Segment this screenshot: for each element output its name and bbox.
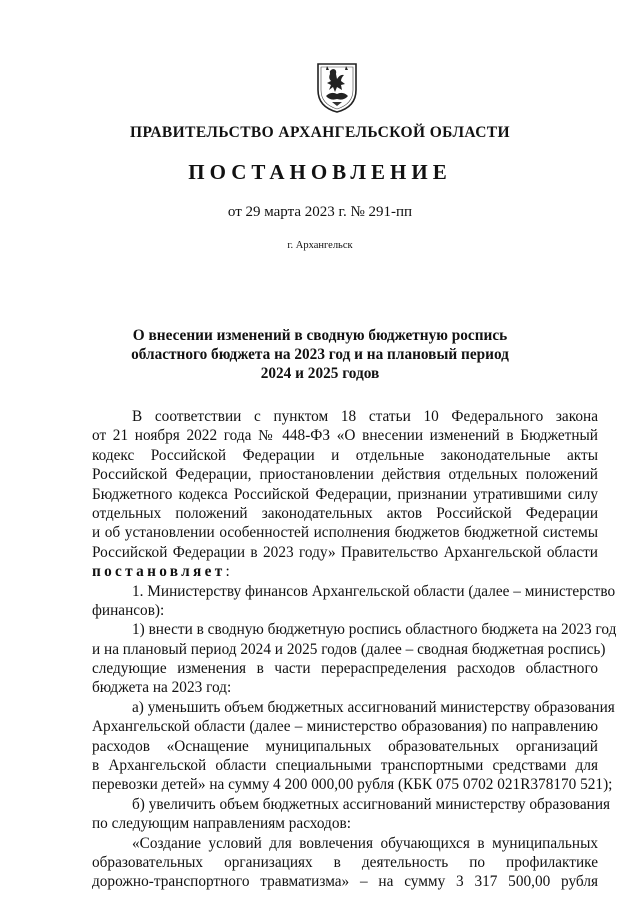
- title-line: 2024 и 2025 годов: [260, 365, 380, 382]
- body-line: б) увеличить объем бюджетных ассигнований министерству образования: [132, 795, 611, 813]
- body-line: 1. Министерству финансов Архангельской области (далее – министерство: [132, 582, 616, 600]
- body-line: расходов «Оснащение муниципальных образовательных организаций: [92, 737, 598, 755]
- decree-colon: :: [225, 563, 230, 581]
- body-line: в Архангельской области специальными транспортными средствами для: [92, 757, 598, 775]
- title-line: областного бюджета на 2023 год и на плановый период: [131, 346, 509, 363]
- body-line-decree: [92, 562, 598, 581]
- body-line: В соответствии с пунктом 18 статьи 10 Федерального закона: [132, 408, 598, 425]
- body-line: следующие изменения в части перераспределения расходов областного: [92, 660, 598, 678]
- body-line: кодекс Российской Федерации и отдельные законодательные акты: [92, 446, 598, 464]
- body-line: бюджета на 2023 год:: [92, 679, 232, 697]
- document-body: [92, 407, 617, 892]
- title-line: О внесении изменений в сводную бюджетную роспись: [132, 327, 508, 344]
- coat-of-arms-icon: [315, 60, 359, 114]
- body-line: Российской Федерации, приостановлении действия отдельных положений: [92, 466, 598, 484]
- body-line: а) уменьшить объем бюджетных ассигнований министерству образования: [132, 698, 615, 716]
- body-line: 1) внести в сводную бюджетную роспись областного бюджета на 2023 год: [132, 621, 617, 639]
- body-line: Архангельской области (далее – министерство образования) по направлению: [92, 718, 598, 736]
- body-line: отдельных положений законодательных актов Российской Федерации: [92, 504, 598, 522]
- body-line: перевозки детей» на сумму 4 200 000,00 рубля (КБК 075 0702 021R378170 521);: [92, 776, 613, 794]
- body-line: дорожно-транспортного травматизма» – на сумму 3 317 500,00 рубля: [92, 873, 598, 891]
- body-line: финансов):: [92, 601, 165, 619]
- document-type: ПОСТАНОВЛЕНИЕ: [188, 160, 452, 184]
- body-line: от 21 ноября 2022 года № 448-ФЗ «О внесении изменений в Бюджетный: [92, 427, 598, 445]
- body-line: и на плановый период 2024 и 2025 годов (далее – сводная бюджетная роспись): [92, 640, 606, 658]
- document-city: г. Архангельск: [287, 240, 353, 251]
- document-date-number: от 29 марта 2023 г. № 291-пп: [227, 204, 413, 220]
- body-line: Российской Федерации в 2023 году» Правительство Архангельской области: [92, 543, 598, 561]
- body-line: «Создание условий для вовлечения обучающихся в муниципальных: [132, 834, 598, 852]
- document-title: [120, 326, 520, 383]
- body-line: и об установлении особенностей исполнения бюджетов бюджетной системы: [92, 524, 598, 542]
- body-line: Бюджетного кодекса Российской Федерации, признании утратившими силу: [92, 485, 598, 503]
- decree-word: постановляет: [92, 563, 226, 581]
- organization-name: ПРАВИТЕЛЬСТВО АРХАНГЕЛЬСКОЙ ОБЛАСТИ: [129, 124, 510, 141]
- body-line: образовательных организациях в деятельность по профилактике: [92, 853, 598, 871]
- body-line: по следующим направлениям расходов:: [92, 815, 351, 833]
